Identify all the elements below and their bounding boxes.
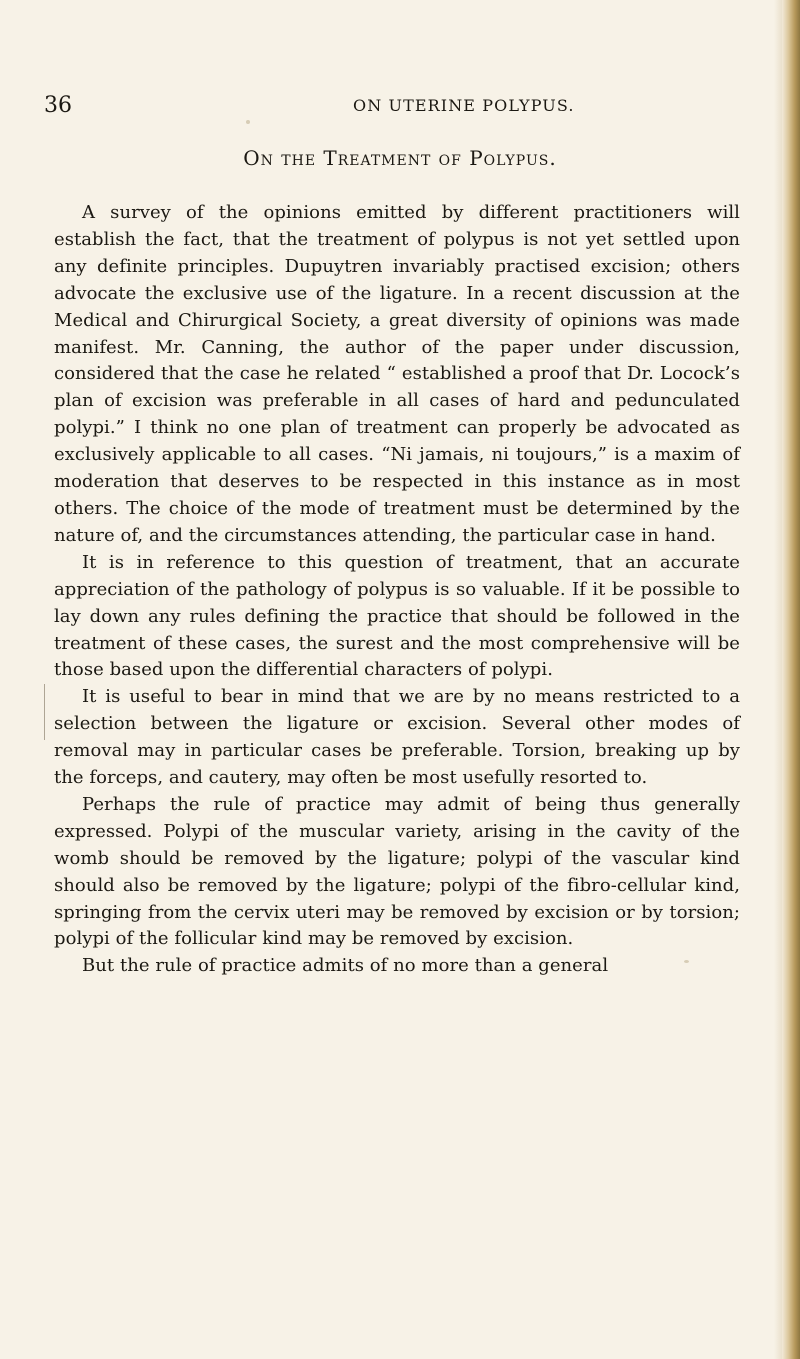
paragraph: It is in reference to this question of treatment, that an accurate appreciation of the pathology of polypus is so valuable. If it be possible to lay down any rules defining the practice that should be followed in the treatment of these cases, the surest and the most comprehensive will be those based upon the differential characters of polypi. xyxy=(54,551,740,681)
paragraph: It is useful to bear in mind that we are by no means restricted to a selection between the ligature or excision. Several other modes of removal may in particular cases be preferable. Torsion, breaking up by the forceps, and cautery, may often be most usefully resorted to. xyxy=(54,686,740,789)
margin-pencil-mark xyxy=(44,684,48,740)
paragraph: Perhaps the rule of practice may admit of being thus generally expressed. Polypi of the muscular variety, arising in the cavity of the womb should be removed by the ligature; polypi of the vascular kind should also be removed by the ligature; polypi of the fibro-cellular kind, springing from the cervix uteri may be removed by excision or by torsion; polypi of the follicular kind may be removed by excision. xyxy=(54,793,740,950)
page-gutter-shadow xyxy=(774,0,782,1359)
section-heading: On the Treatment of Polypus. xyxy=(243,146,557,170)
page-number: 36 xyxy=(44,93,72,118)
page-header xyxy=(44,92,744,122)
paper-speck xyxy=(246,120,250,124)
paragraph: A survey of the opinions emitted by different practitioners will establish the fact, that the treatment of polypus is not yet settled upon any definite principles. Dupuytren invariably practised excision; others advocate the exclusive use of the ligature. In a recent discussion at the Medical and Chirurgical Society, a great diversity of opinions was made manifest. Mr. Canning, the author of the paper under discussion, considered that the case he related “ established a proof that Dr. Locock’s plan of excision was preferable in all cases of hard and pedunculated polypi.” I think no one plan of treatment can properly be advocated as exclusively applicable to all cases. “Ni jamais, ni toujours,” is a maxim of moderation that deserves to be respected in this instance as in most others. The choice of the mode of treatment must be determined by the nature of, and the circumstances attending, the particular case in hand. xyxy=(54,202,740,546)
running-title: ON UTERINE POLYPUS. xyxy=(353,96,575,115)
paper-speck xyxy=(684,960,689,963)
paragraph: But the rule of practice admits of no more than a general xyxy=(82,955,609,977)
body-text xyxy=(54,200,740,980)
page-edge xyxy=(782,0,800,1359)
